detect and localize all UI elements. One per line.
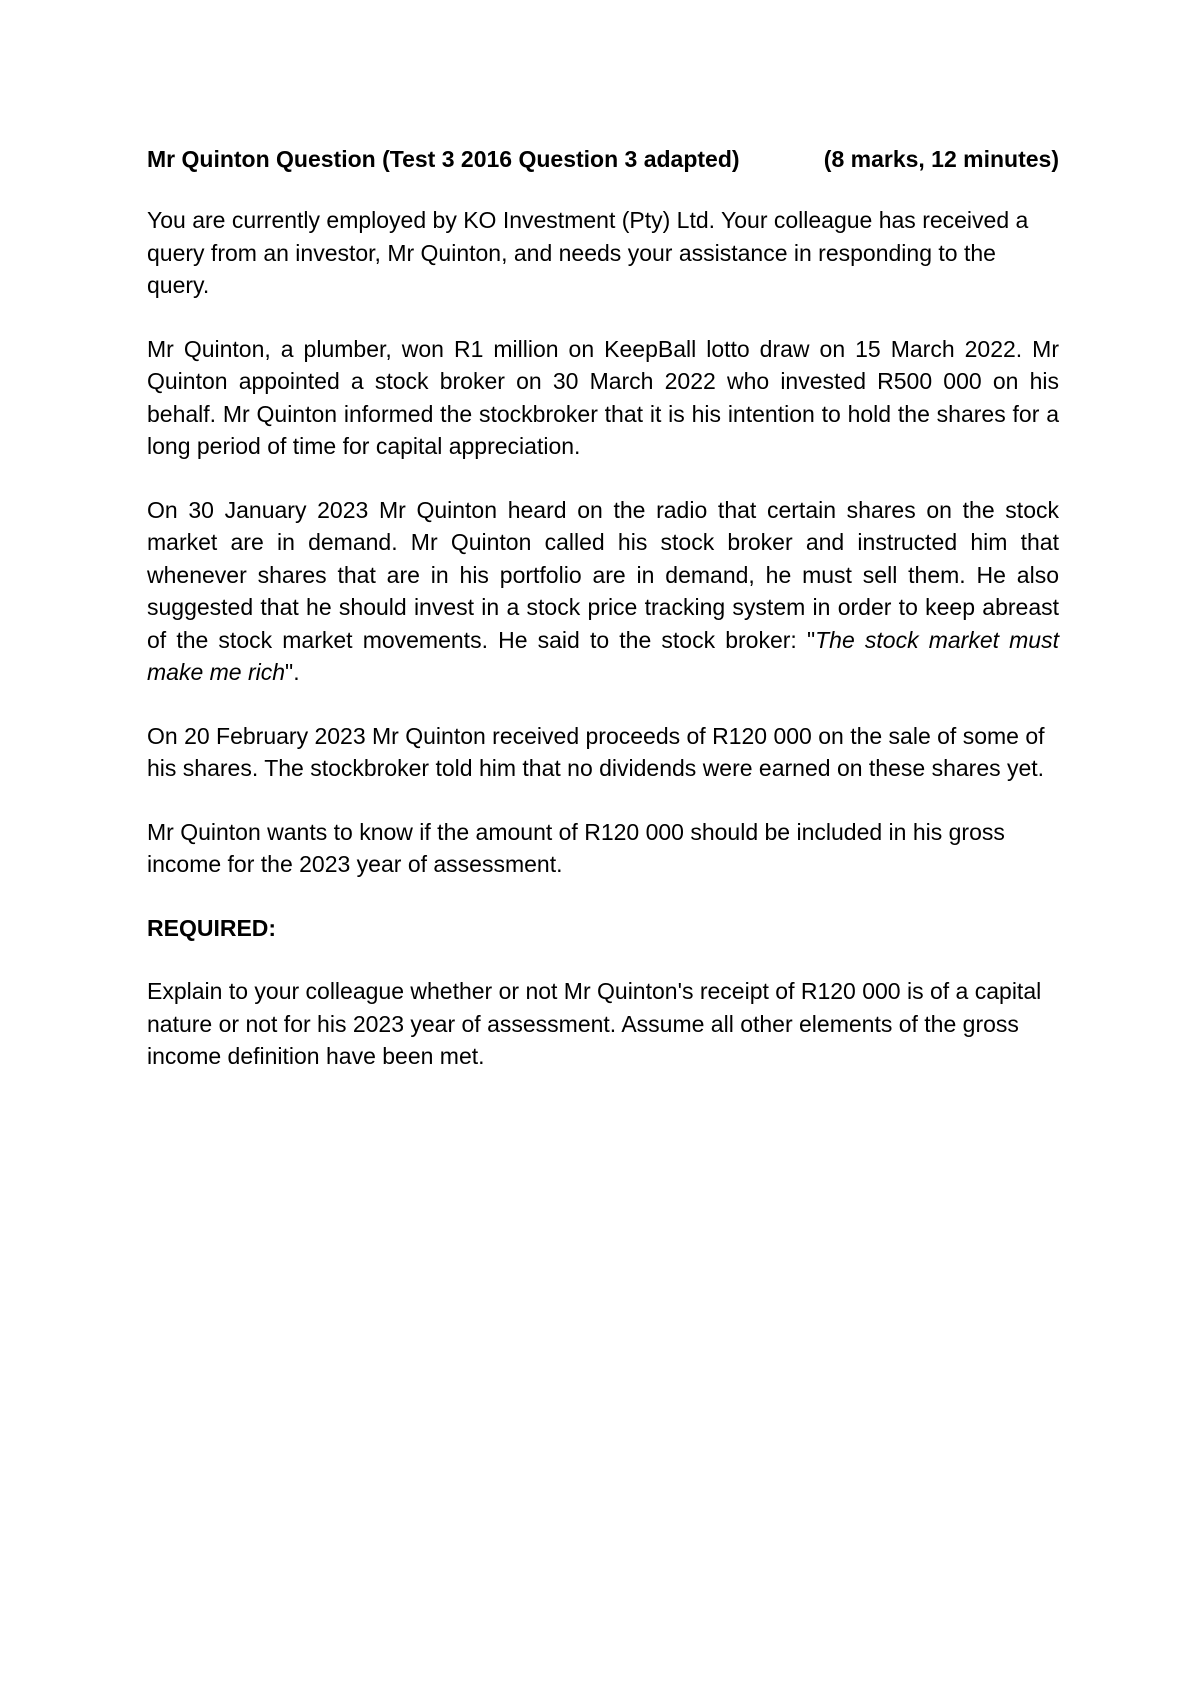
required-text: Explain to your colleague whether or not Mr Quinton's receipt of R120 000 is of a capital nature or not for his 2023 year of assessment. Assume all other elements of the gross income definition have been met. bbox=[147, 978, 1042, 1069]
document-page bbox=[147, 142, 1059, 1104]
paragraph-instructions-end: ". bbox=[285, 659, 300, 685]
paragraph-instructions-text: On 30 January 2023 Mr Quinton heard on the radio that certain shares on the stock market are in demand. Mr Quinton called his stock broker and instructed him that whenever shares that are in his portfolio are in demand, he must sell them. He also suggested that he should invest in a stock price tracking system in order to keep abreast of the stock market movements. He said to the stock broker: " bbox=[147, 496, 1059, 653]
paragraph-question: Mr Quinton wants to know if the amount of R120 000 should be included in his gross income for the 2023 year of assessment. bbox=[147, 818, 1005, 877]
question-header bbox=[147, 142, 1059, 176]
paragraph-proceeds: On 20 February 2023 Mr Quinton received proceeds of R120 000 on the sale of some of his shares. The stockbroker told him that no dividends were earned on these shares yet. bbox=[147, 722, 1045, 781]
paragraph-intro: You are currently employed by KO Investment (Pty) Ltd. Your colleague has received a query from an investor, Mr Quinton, and needs your assistance in responding to the query. bbox=[147, 207, 1029, 298]
paragraph-lotto: Mr Quinton, a plumber, won R1 million on KeepBall lotto draw on 15 March 2022. Mr Quinton appointed a stock broker on 30 March 2022 who invested R500 000 on his behalf. Mr Quinton informed the stockbroker that it is his intention to hold the shares for a long period of time for capital appreciation. bbox=[147, 335, 1059, 459]
question-marks: (8 marks, 12 minutes) bbox=[823, 146, 1059, 172]
required-heading: REQUIRED: bbox=[147, 914, 277, 941]
paragraph-instructions bbox=[147, 494, 1059, 689]
paragraph-instructions-quote: The stock market must make me rich bbox=[147, 626, 1059, 685]
question-title: Mr Quinton Question (Test 3 2016 Question 3 adapted) bbox=[147, 146, 740, 172]
